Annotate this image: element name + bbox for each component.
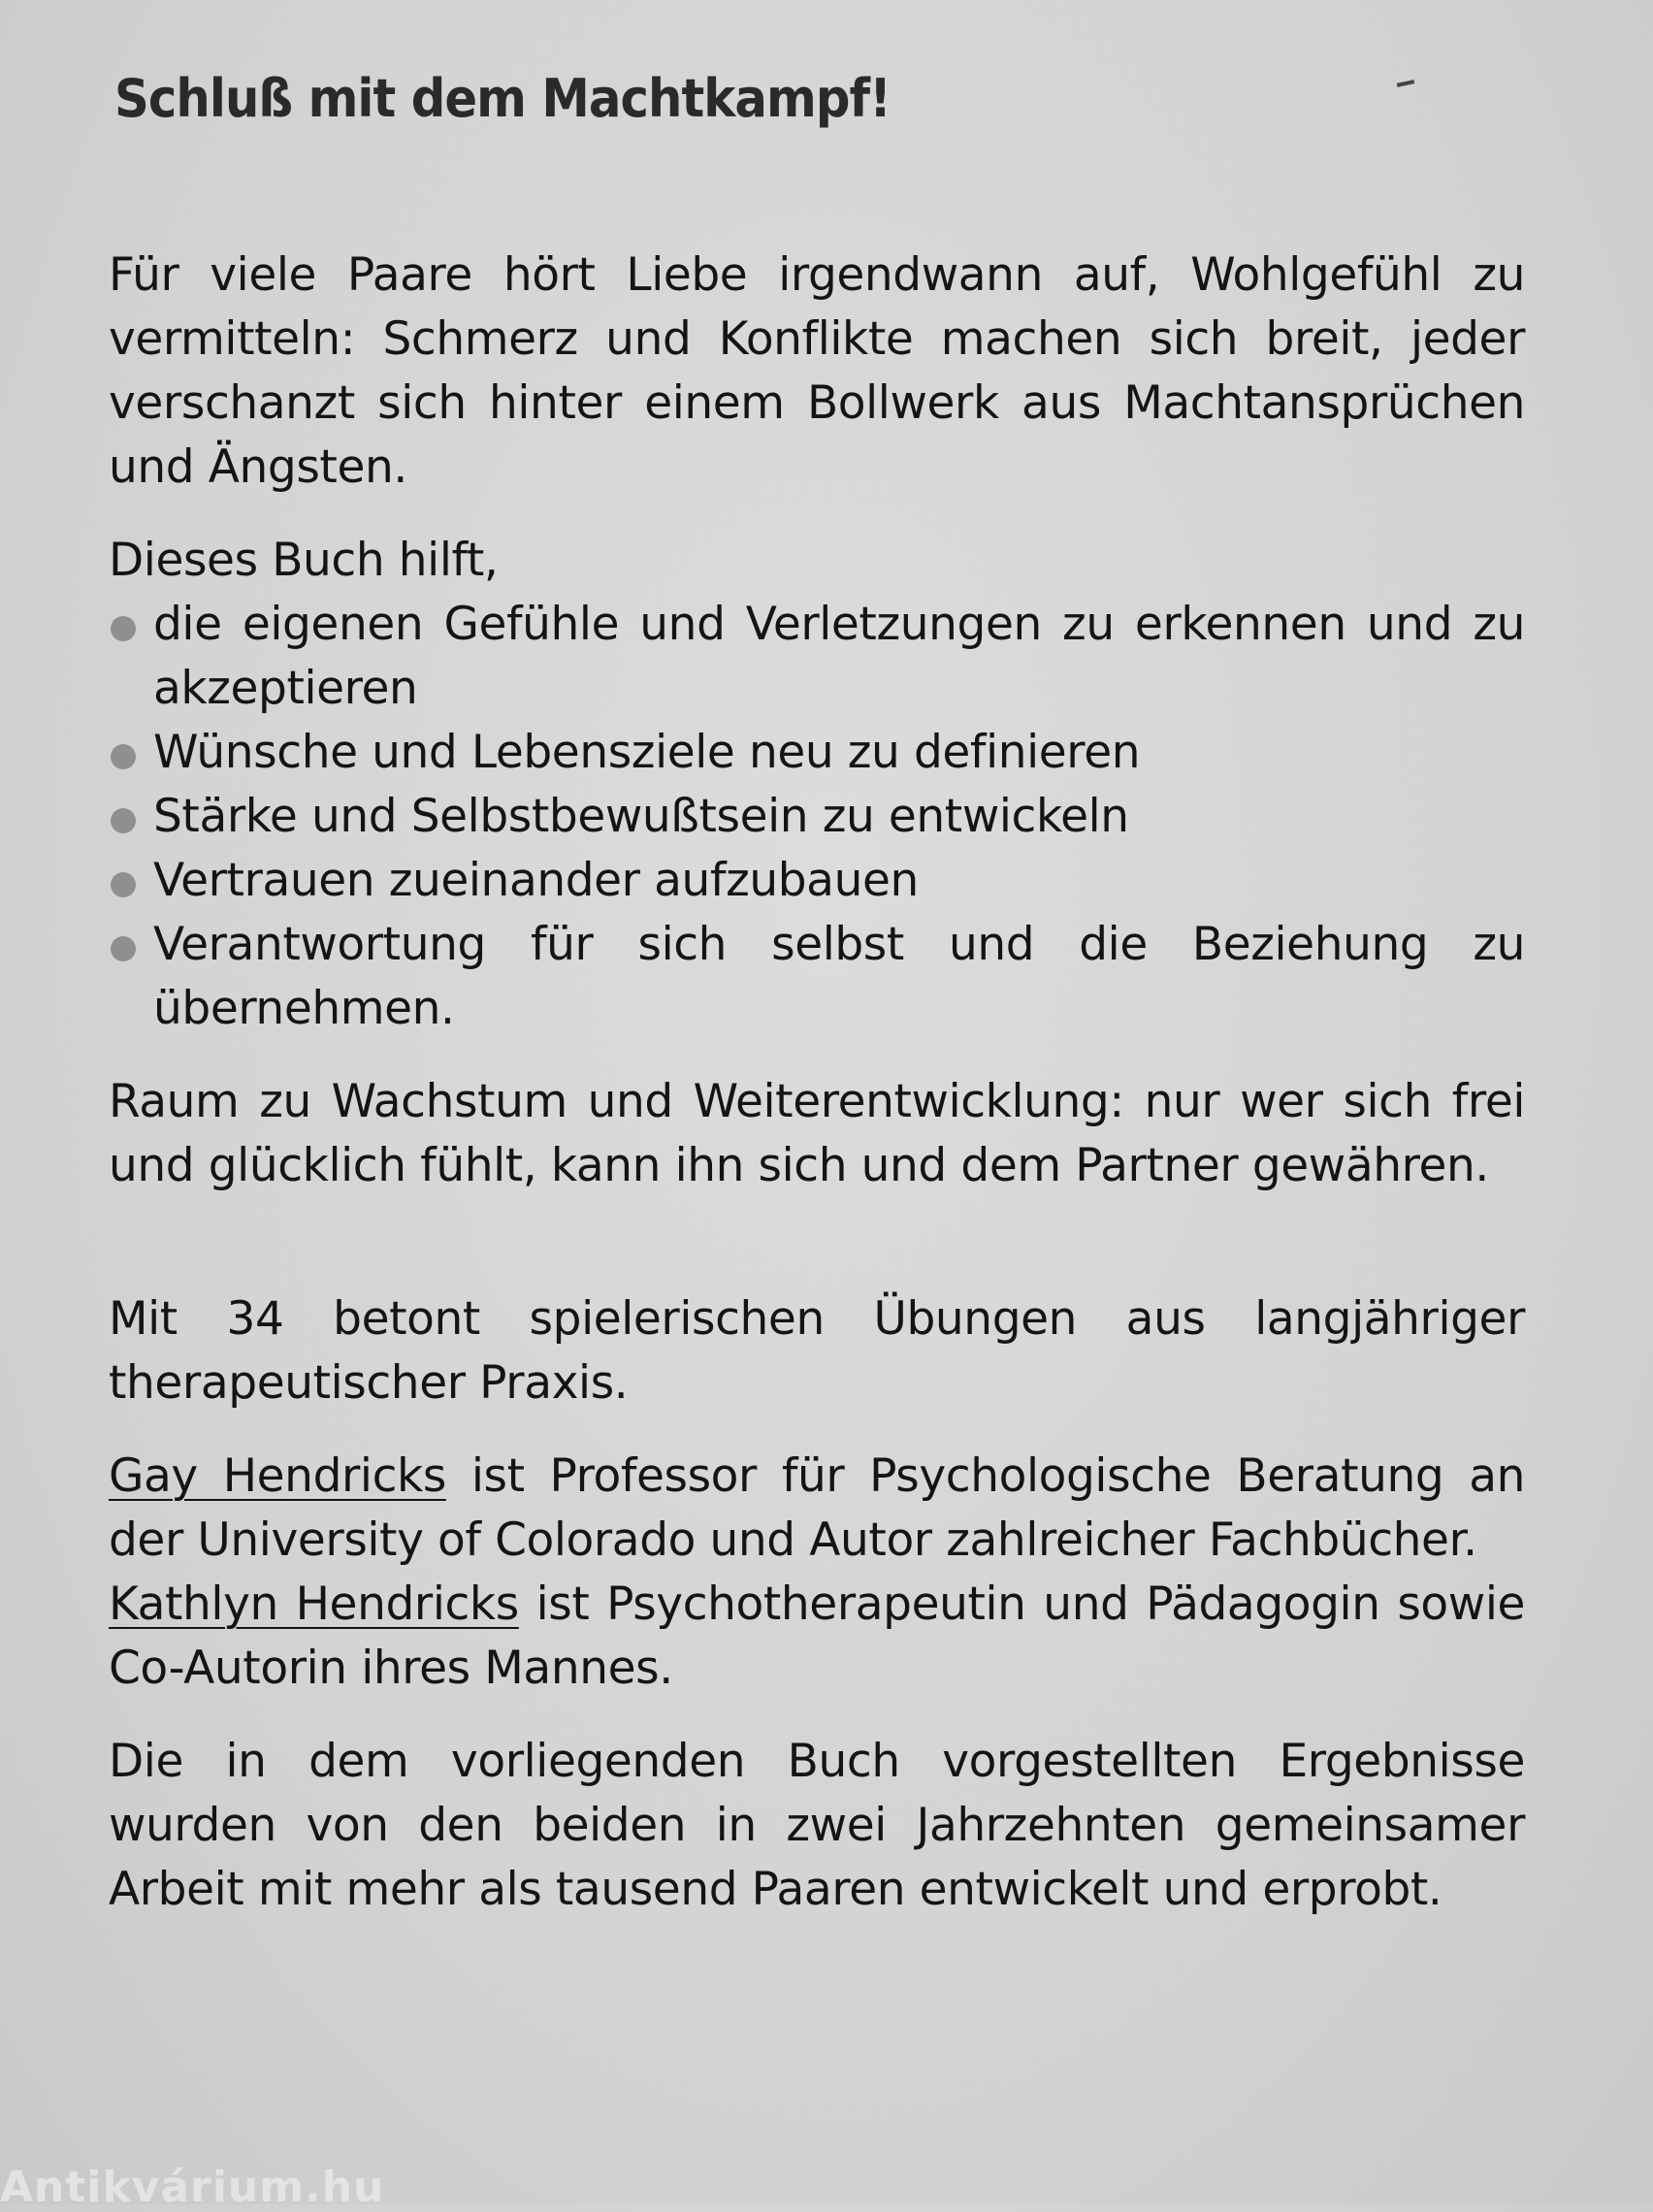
list-item: Vertrauen zueinander aufzubauen [109, 849, 1525, 913]
back-cover-text [109, 68, 1525, 1922]
author-name-gay: Gay Hendricks [109, 1449, 446, 1503]
list-item: die eigenen Gefühle und Verletzungen zu erkennen und zu akzeptieren [109, 593, 1525, 721]
list-item: Stärke und Selbstbewußtsein zu entwickeln [109, 785, 1525, 849]
spacer [109, 1415, 1525, 1445]
growth-paragraph: Raum zu Wachstum und Weiterentwicklung: nur wer sich frei und glücklich fühlt, kann ihn sich und dem Partner gewähren. [109, 1075, 1525, 1192]
author-bio-gay: Gay Hendricks ist Professor für Psychologische Beratung an der University of Colorado und Autor zahlreicher Fachbücher. [109, 1449, 1525, 1567]
spacer [109, 1041, 1525, 1070]
watermark: Antikvárium.hu [0, 2163, 385, 2212]
bullet-icon [111, 616, 136, 641]
author-bio-kathlyn: Kathlyn Hendricks ist Psychotherapeutin und Pädagogin sowie Co-Autorin ihres Mannes. [109, 1578, 1525, 1695]
list-item: Verantwortung für sich selbst und die Beziehung zu übernehmen. [109, 913, 1525, 1041]
results-paragraph: Die in dem vorliegenden Buch vorgestellten Ergebnisse wurden von den beiden in zwei Jahrzehnten gemeinsamer Arbeit mit mehr als tausend Paaren entwickelt und erprobt. [109, 1735, 1525, 1916]
spacer [109, 1198, 1525, 1287]
spacer [109, 500, 1525, 529]
bullet-icon [111, 808, 136, 833]
exercises-paragraph: Mit 34 betont spielerischen Übungen aus langjähriger therapeutischer Praxis. [109, 1292, 1525, 1410]
bullet-icon [111, 872, 136, 897]
benefits-list [109, 593, 1525, 1041]
author-name-kathlyn: Kathlyn Hendricks [109, 1578, 519, 1631]
spacer [109, 1701, 1525, 1730]
book-title: Schluß mit dem Machtkampf! [114, 68, 891, 129]
bullet-icon [111, 936, 136, 961]
list-intro: Dieses Buch hilft, [109, 534, 499, 587]
list-item: Wünsche und Lebensziele neu zu definieren [109, 721, 1525, 785]
intro-paragraph: Für viele Paare hört Liebe irgendwann auf, Wohlgefühl zu vermitteln: Schmerz und Konflikte machen sich breit, jeder verschanzt sich hinter einem Bollwerk aus Machtansprüchen und Ängsten. [109, 248, 1525, 494]
bullet-icon [111, 744, 136, 769]
